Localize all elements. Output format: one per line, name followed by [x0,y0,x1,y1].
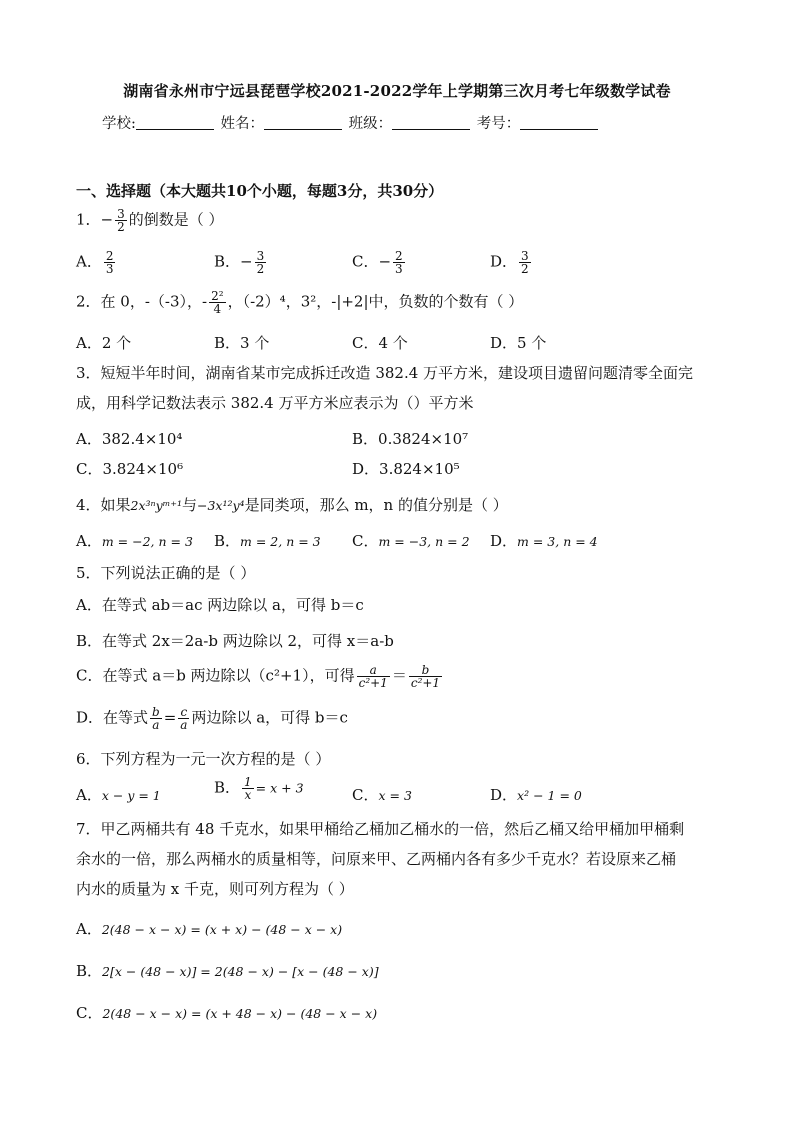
school-blank[interactable] [136,115,214,130]
q2-option-c[interactable]: C．4 个 [352,334,408,352]
q5-option-a[interactable]: A．在等式 ab＝ac 两边除以 a，可得 b＝c [76,596,364,614]
q5-option-d[interactable]: D．在等式 $\frac{b}{a}$ = $\frac{c}{a}$ 两边除以 a，可得 b＝c [76,705,348,732]
student-info-line [102,112,600,133]
q3-option-b[interactable]: B．0.3824×10⁷ [352,430,469,448]
school-label: 学校: [102,116,136,132]
exam-no-label: 考号： [476,116,521,132]
section-heading: 一、选择题（本大题共10个小题，每题3分，共30分） [76,182,444,200]
q3-option-c[interactable]: C．3.824×10⁶ [76,460,184,478]
name-label: 姓名： [220,116,264,132]
q6-option-a[interactable]: A．x − y = 1 [76,786,161,804]
name-blank[interactable] [264,115,342,130]
exam-title: 湖南省永州市宁远县琵琶学校2021-2022学年上学期第三次月考七年级数学试卷 [123,82,671,100]
q4-option-c[interactable]: C．m = −3, n = 2 [352,532,470,550]
question-5: 5．下列说法正确的是（ ） [76,564,256,582]
fraction: $\frac{3}{2}$ [117,207,125,234]
q5-option-c[interactable]: C．在等式 a＝b 两边除以（c²+1），可得 $\frac{a}{\text{c²+1}}$ ＝ $\frac{b}{\text{c²+1}}$ [76,663,441,690]
question-1: 1．− $\frac{3}{2}$ 的倒数是（ ） [76,207,224,234]
q3-option-a[interactable]: A．382.4×10⁴ [76,430,183,448]
q6-option-b[interactable]: B． $\frac{1}{x}$ = x + 3 [214,775,304,802]
q7-option-b[interactable]: B．2[x − (48 − x)] = 2(48 − x) − [x − (48 − x)] [76,962,379,980]
q4-option-b[interactable]: B．m = 2, n = 3 [214,532,321,550]
q3-option-d[interactable]: D．3.824×10⁵ [352,460,460,478]
q2-option-d[interactable]: D．5 个 [490,334,547,352]
question-3: 3．短短半年时间，湖南省某市完成拆迁改造 382.4 万平方米，建设项目遗留问题清零全面完 成，用科学记数法表示 382.4 万平方米应表示为（）平方米 [76,364,694,412]
question-2: 2．在 0，-（-3），- $\frac{\text{2²}}{4}$ ，（-2）⁴，3²，-|+2|中，负数的个数有（ ） [76,289,524,316]
question-7: 7．甲乙两桶共有 48 千克水，如果甲桶给乙桶加乙桶水的一倍，然后乙桶又给甲桶加甲桶剩 余水的一倍，那么两桶水的质量相等，问原来甲、乙两桶内各有多少千克水？若设原来乙桶 内水的质量为 x 千克，则可列方程为（ ） [76,820,685,898]
q6-option-c[interactable]: C．x = 3 [352,786,412,804]
fraction: $\frac{\text{2²}}{4}$ [211,289,224,316]
class-label: 班级： [348,116,393,132]
q6-option-d[interactable]: D．x² − 1 = 0 [490,786,582,804]
q1-option-c[interactable]: C．− $\frac{2}{3}$ [352,249,403,276]
question-6: 6．下列方程为一元一次方程的是（ ） [76,750,331,768]
q1-option-b[interactable]: B．− $\frac{3}{2}$ [214,249,265,276]
q1-option-d[interactable]: D． $\frac{3}{2}$ [490,249,529,276]
q2-option-b[interactable]: B．3 个 [214,334,270,352]
q4-option-d[interactable]: D．m = 3, n = 4 [490,532,598,550]
q7-option-a[interactable]: A．2(48 − x − x) = (x + x) − (48 − x − x) [76,920,343,938]
question-4: 4．如果2x³ⁿyᵐ⁺¹与−3x¹²y⁴是同类项，那么 m，n 的值分别是（ ） [76,496,508,514]
class-blank[interactable] [392,115,470,130]
q1-option-a[interactable]: A． $\frac{2}{3}$ [76,249,114,276]
exam-no-blank[interactable] [520,115,598,130]
q2-option-a[interactable]: A．2 个 [76,334,132,352]
q7-option-c[interactable]: C．2(48 − x − x) = (x + 48 − x) − (48 − x − x) [76,1004,378,1022]
q4-option-a[interactable]: A．m = −2, n = 3 [76,532,193,550]
q5-option-b[interactable]: B．在等式 2x＝2a-b 两边除以 2，可得 x＝a-b [76,632,394,650]
